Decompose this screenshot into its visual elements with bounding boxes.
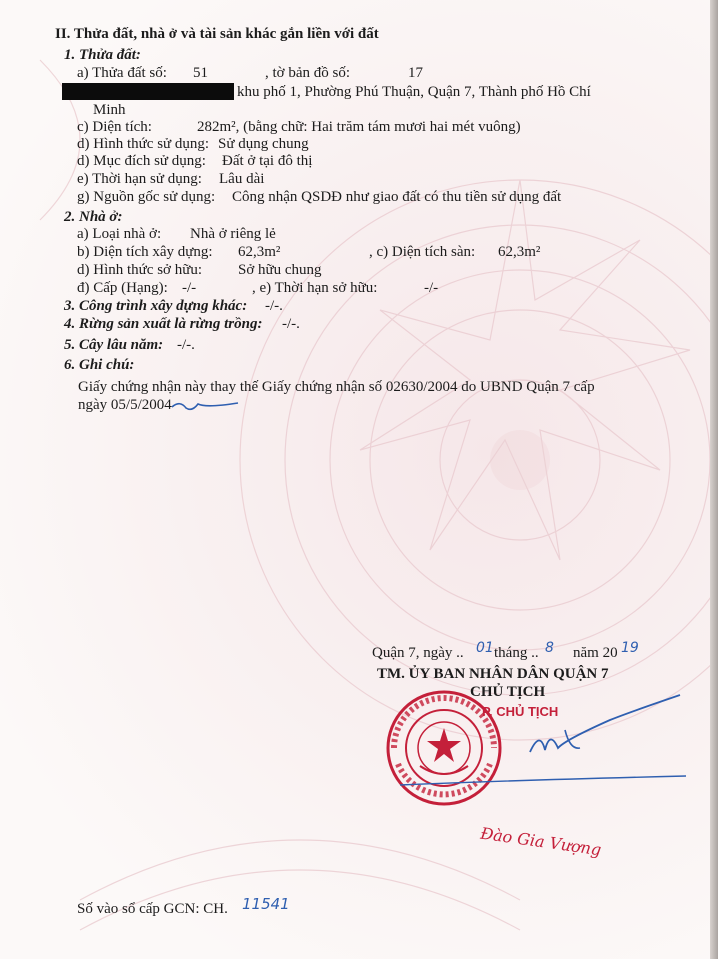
forest-value: -/-.: [282, 316, 300, 332]
registration-label: Số vào sổ cấp GCN: CH.: [77, 901, 228, 917]
use-purpose-value: Đất ở tại đô thị: [222, 153, 313, 169]
use-term-value: Lâu dài: [219, 171, 265, 187]
area-label: c) Diện tích:: [77, 119, 152, 135]
house-type-value: Nhà ở riêng lẻ: [190, 226, 276, 242]
house-heading: 2. Nhà ở:: [64, 209, 123, 225]
ownership-term-label: , e) Thời hạn sở hữu:: [252, 280, 378, 296]
stamp-title: P. CHỦ TỊCH: [482, 704, 559, 719]
perennial-heading: 5. Cây lâu năm:: [64, 337, 164, 353]
use-form-value: Sử dụng chung: [218, 136, 309, 152]
use-origin-value: Công nhận QSDĐ như giao đất có thu tiền sử dụng đất: [232, 189, 562, 205]
ownership-term-value: -/-: [424, 280, 439, 296]
floor-area-value: 62,3m²: [498, 244, 541, 260]
use-term-label: e) Thời hạn sử dụng:: [77, 171, 202, 187]
house-type-label: a) Loại nhà ở:: [77, 226, 162, 242]
land-heading: 1. Thửa đất:: [64, 47, 141, 63]
build-area-value: 62,3m²: [238, 244, 281, 260]
section-title: II. Thửa đất, nhà ở và tài sản khác gắn liền với đất: [55, 26, 379, 42]
forest-heading: 4. Rừng sản xuất là rừng trồng:: [64, 316, 263, 332]
map-sheet-value: 17: [408, 65, 423, 81]
handwritten-signature: [380, 690, 700, 800]
notes-line-2: ngày 05/5/2004: [78, 397, 172, 413]
build-area-label: b) Diện tích xây dựng:: [77, 244, 213, 260]
scan-edge: [710, 0, 718, 959]
month-label: tháng ..: [494, 645, 539, 661]
parcel-number-value: 51: [193, 65, 208, 81]
notes-heading: 6. Ghi chú:: [64, 357, 135, 373]
notes-line-1: Giấy chứng nhận này thay thế Giấy chứng nhận số 02630/2004 do UBND Quận 7 cấp: [78, 379, 595, 395]
place-date-prefix: Quận 7, ngày ..: [372, 645, 464, 661]
registration-number: 11541: [242, 895, 290, 913]
grade-label: đ) Cấp (Hạng):: [77, 280, 168, 296]
date-year-handwritten: 19: [621, 640, 639, 656]
use-form-label: d) Hình thức sử dụng:: [77, 136, 210, 152]
use-origin-label: g) Nguồn gốc sử dụng:: [77, 189, 216, 205]
address-line-1: khu phố 1, Phường Phú Thuận, Quận 7, Thành phố Hồ Chí: [237, 84, 591, 100]
ownership-form-label: d) Hình thức sở hữu:: [77, 262, 203, 278]
address-line-2: Minh: [93, 102, 126, 118]
use-purpose-label: d) Mục đích sử dụng:: [77, 153, 206, 169]
other-works-value: -/-.: [265, 298, 283, 314]
parcel-number-label: a) Thửa đất số:: [77, 65, 167, 81]
chairman-title: CHỦ TỊCH: [470, 684, 546, 700]
redacted-address-block: [62, 83, 234, 100]
other-works-heading: 3. Công trình xây dựng khác:: [64, 298, 248, 314]
area-value: 282m², (bằng chữ: Hai trăm tám mươi hai mét vuông): [197, 119, 521, 135]
ownership-form-value: Sở hữu chung: [238, 262, 322, 278]
date-day-handwritten: 01: [476, 640, 494, 656]
signer-name: Đào Gia Vượng: [479, 823, 603, 860]
year-label: năm 20: [573, 645, 618, 661]
map-sheet-label: , tờ bản đồ số:: [265, 65, 351, 81]
floor-area-label: , c) Diện tích sàn:: [369, 244, 476, 260]
perennial-value: -/-.: [177, 337, 195, 353]
date-month-handwritten: 8: [545, 640, 554, 656]
handwritten-mark: [170, 398, 240, 414]
authority-title: TM. ỦY BAN NHÂN DÂN QUẬN 7: [377, 666, 609, 682]
grade-value: -/-: [182, 280, 197, 296]
